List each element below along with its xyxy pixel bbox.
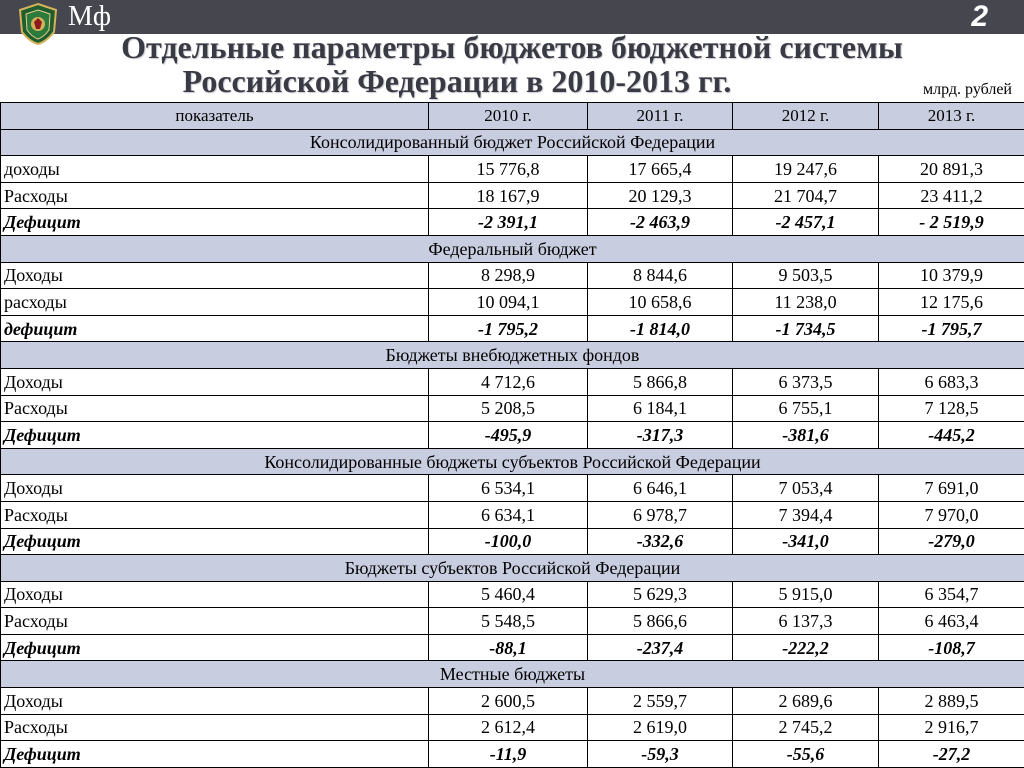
table-row bbox=[1, 315, 1024, 342]
value-cell: 8 298,9 bbox=[429, 262, 588, 289]
value-cell: 9 503,5 bbox=[733, 262, 879, 289]
table-row bbox=[1, 182, 1024, 209]
value-cell: - 2 519,9 bbox=[879, 209, 1024, 236]
value-cell: 6 184,1 bbox=[588, 395, 733, 422]
value-cell: -108,7 bbox=[879, 634, 1024, 661]
value-cell: 15 776,8 bbox=[429, 156, 588, 183]
value-cell: -332,6 bbox=[588, 528, 733, 555]
section-header-row bbox=[1, 448, 1024, 475]
value-cell: 6 755,1 bbox=[733, 395, 879, 422]
row-label: Доходы bbox=[1, 475, 429, 502]
table-row bbox=[1, 581, 1024, 608]
section-header-row bbox=[1, 661, 1024, 688]
column-header: 2011 г. bbox=[588, 103, 733, 130]
row-label: Дефицит bbox=[1, 422, 429, 449]
value-cell: -495,9 bbox=[429, 422, 588, 449]
value-cell: 7 970,0 bbox=[879, 501, 1024, 528]
value-cell: 6 373,5 bbox=[733, 368, 879, 395]
value-cell: 5 548,5 bbox=[429, 608, 588, 635]
value-cell: -59,3 bbox=[588, 741, 733, 768]
value-cell: 2 612,4 bbox=[429, 714, 588, 741]
value-cell: 6 634,1 bbox=[429, 501, 588, 528]
value-cell: 7 053,4 bbox=[733, 475, 879, 502]
table-row bbox=[1, 634, 1024, 661]
section-header-row bbox=[1, 129, 1024, 156]
row-label: Дефицит bbox=[1, 634, 429, 661]
value-cell: -100,0 bbox=[429, 528, 588, 555]
table-row bbox=[1, 156, 1024, 183]
value-cell: -445,2 bbox=[879, 422, 1024, 449]
section-header-row bbox=[1, 555, 1024, 582]
column-header: показатель bbox=[1, 103, 429, 130]
value-cell: 5 460,4 bbox=[429, 581, 588, 608]
table-row bbox=[1, 262, 1024, 289]
table-row bbox=[1, 741, 1024, 768]
section-title: Консолидированный бюджет Российской Федерации bbox=[1, 129, 1024, 156]
row-label: Доходы bbox=[1, 368, 429, 395]
value-cell: -279,0 bbox=[879, 528, 1024, 555]
table-row bbox=[1, 501, 1024, 528]
row-label: Расходы bbox=[1, 608, 429, 635]
value-cell: 6 683,3 bbox=[879, 368, 1024, 395]
value-cell: 5 866,8 bbox=[588, 368, 733, 395]
unit-label: млрд. рублей bbox=[922, 81, 1012, 98]
value-cell: 11 238,0 bbox=[733, 289, 879, 316]
value-cell: -1 814,0 bbox=[588, 315, 733, 342]
value-cell: -2 463,9 bbox=[588, 209, 733, 236]
row-label: Доходы bbox=[1, 688, 429, 715]
table-row bbox=[1, 368, 1024, 395]
table-row bbox=[1, 688, 1024, 715]
title-line-2: Российской Федерации в 2010-2013 гг. bbox=[182, 63, 732, 99]
value-cell: 18 167,9 bbox=[429, 182, 588, 209]
table-row bbox=[1, 475, 1024, 502]
value-cell: -55,6 bbox=[733, 741, 879, 768]
row-label: Доходы bbox=[1, 581, 429, 608]
value-cell: 7 128,5 bbox=[879, 395, 1024, 422]
value-cell: 19 247,6 bbox=[733, 156, 879, 183]
column-header: 2012 г. bbox=[733, 103, 879, 130]
value-cell: 7 394,4 bbox=[733, 501, 879, 528]
table-row bbox=[1, 395, 1024, 422]
value-cell: 2 619,0 bbox=[588, 714, 733, 741]
value-cell: 5 629,3 bbox=[588, 581, 733, 608]
value-cell: 6 978,7 bbox=[588, 501, 733, 528]
value-cell: 4 712,6 bbox=[429, 368, 588, 395]
table-row bbox=[1, 289, 1024, 316]
value-cell: 2 689,6 bbox=[733, 688, 879, 715]
value-cell: 6 137,3 bbox=[733, 608, 879, 635]
value-cell: 10 658,6 bbox=[588, 289, 733, 316]
section-title: Бюджеты субъектов Российской Федерации bbox=[1, 555, 1024, 582]
table-header-row bbox=[1, 103, 1024, 130]
value-cell: -1 795,7 bbox=[879, 315, 1024, 342]
logo-text: Мф bbox=[68, 1, 112, 32]
value-cell: 23 411,2 bbox=[879, 182, 1024, 209]
section-header-row bbox=[1, 342, 1024, 369]
section-title: Федеральный бюджет bbox=[1, 235, 1024, 262]
value-cell: 21 704,7 bbox=[733, 182, 879, 209]
value-cell: 6 646,1 bbox=[588, 475, 733, 502]
value-cell: 12 175,6 bbox=[879, 289, 1024, 316]
value-cell: -317,3 bbox=[588, 422, 733, 449]
section-title: Консолидированные бюджеты субъектов Российской Федерации bbox=[1, 448, 1024, 475]
value-cell: 20 129,3 bbox=[588, 182, 733, 209]
value-cell: 10 379,9 bbox=[879, 262, 1024, 289]
value-cell: -237,4 bbox=[588, 634, 733, 661]
section-title: Бюджеты внебюджетных фондов bbox=[1, 342, 1024, 369]
table-row bbox=[1, 422, 1024, 449]
column-header: 2010 г. bbox=[429, 103, 588, 130]
value-cell: 6 354,7 bbox=[879, 581, 1024, 608]
row-label: Дефицит bbox=[1, 209, 429, 236]
row-label: Дефицит bbox=[1, 528, 429, 555]
value-cell: -88,1 bbox=[429, 634, 588, 661]
value-cell: 20 891,3 bbox=[879, 156, 1024, 183]
value-cell: -381,6 bbox=[733, 422, 879, 449]
value-cell: 6 463,4 bbox=[879, 608, 1024, 635]
value-cell: -27,2 bbox=[879, 741, 1024, 768]
value-cell: 5 208,5 bbox=[429, 395, 588, 422]
row-label: доходы bbox=[1, 156, 429, 183]
value-cell: -1 795,2 bbox=[429, 315, 588, 342]
row-label: Расходы bbox=[1, 501, 429, 528]
row-label: расходы bbox=[1, 289, 429, 316]
budget-table bbox=[0, 102, 1024, 768]
value-cell: -11,9 bbox=[429, 741, 588, 768]
value-cell: -341,0 bbox=[733, 528, 879, 555]
table-row bbox=[1, 608, 1024, 635]
value-cell: 8 844,6 bbox=[588, 262, 733, 289]
value-cell: 2 889,5 bbox=[879, 688, 1024, 715]
value-cell: 5 915,0 bbox=[733, 581, 879, 608]
value-cell: 2 916,7 bbox=[879, 714, 1024, 741]
value-cell: 6 534,1 bbox=[429, 475, 588, 502]
value-cell: 7 691,0 bbox=[879, 475, 1024, 502]
value-cell: -222,2 bbox=[733, 634, 879, 661]
section-title: Местные бюджеты bbox=[1, 661, 1024, 688]
value-cell: 10 094,1 bbox=[429, 289, 588, 316]
row-label: Расходы bbox=[1, 182, 429, 209]
row-label: Доходы bbox=[1, 262, 429, 289]
value-cell: 2 559,7 bbox=[588, 688, 733, 715]
value-cell: -1 734,5 bbox=[733, 315, 879, 342]
table-row bbox=[1, 209, 1024, 236]
page-title bbox=[0, 30, 1024, 98]
table-body bbox=[1, 129, 1024, 767]
section-header-row bbox=[1, 235, 1024, 262]
row-label: Расходы bbox=[1, 395, 429, 422]
slide-number: 2 bbox=[971, 0, 988, 33]
value-cell: -2 457,1 bbox=[733, 209, 879, 236]
value-cell: 17 665,4 bbox=[588, 156, 733, 183]
column-header: 2013 г. bbox=[879, 103, 1024, 130]
table-row bbox=[1, 528, 1024, 555]
table-row bbox=[1, 714, 1024, 741]
row-label: Расходы bbox=[1, 714, 429, 741]
value-cell: 2 745,2 bbox=[733, 714, 879, 741]
value-cell: 2 600,5 bbox=[429, 688, 588, 715]
value-cell: 5 866,6 bbox=[588, 608, 733, 635]
value-cell: -2 391,1 bbox=[429, 209, 588, 236]
row-label: Дефицит bbox=[1, 741, 429, 768]
row-label: дефицит bbox=[1, 315, 429, 342]
title-line-1: Отдельные параметры бюджетов бюджетной системы bbox=[121, 29, 903, 65]
